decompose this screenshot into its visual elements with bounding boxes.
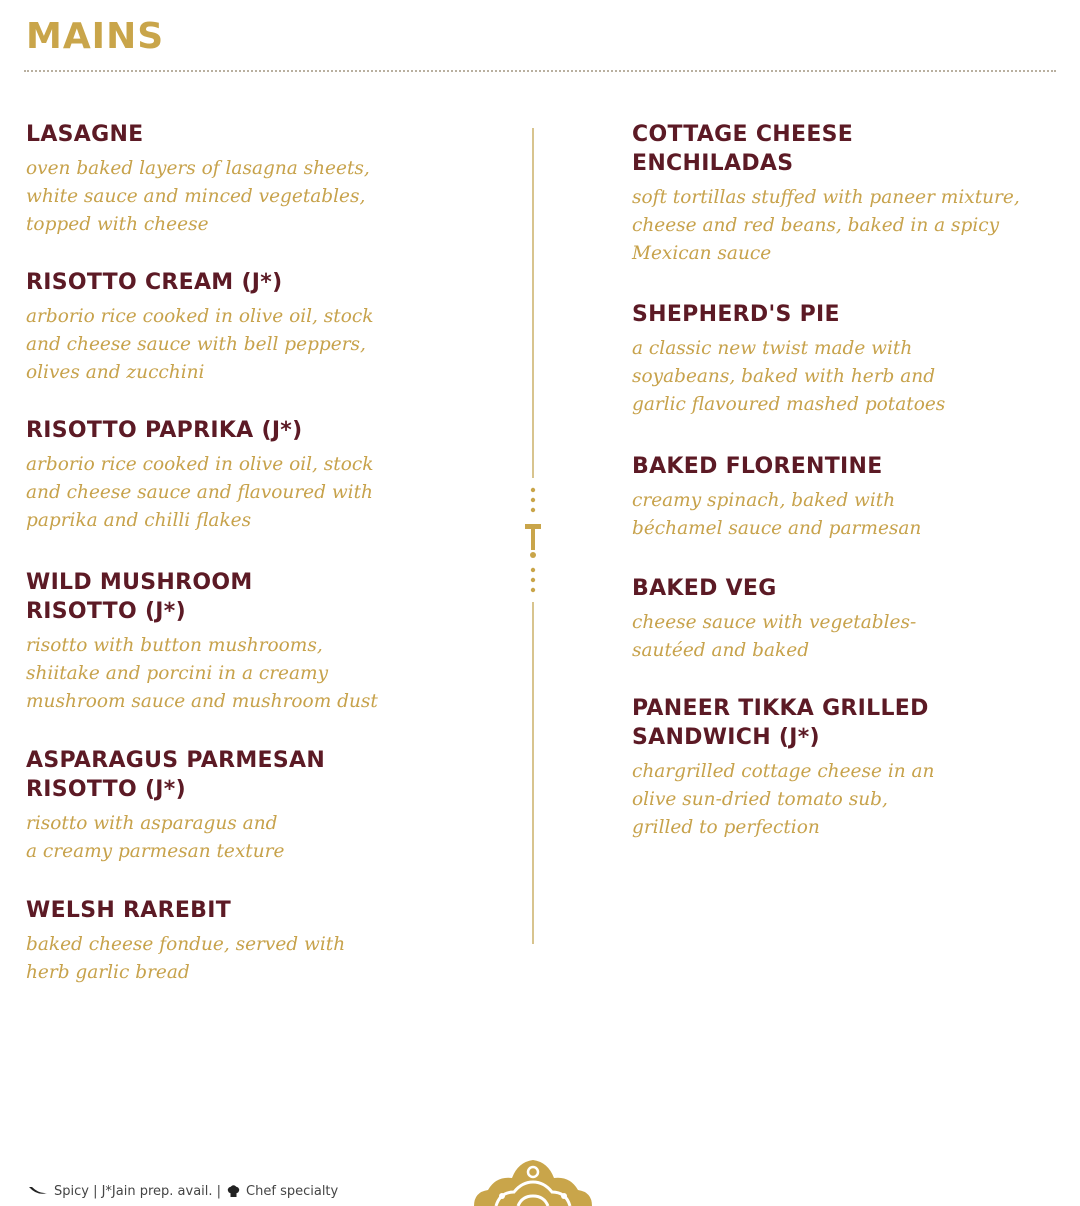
menu-item	[632, 574, 1052, 665]
menu-item-description: oven baked layers of lasagna sheets, white sauce and minced vegetables, topped with cheese	[26, 158, 370, 235]
menu-item	[26, 896, 486, 987]
menu-item	[26, 268, 486, 387]
menu-item-name: RISOTTO PAPRIKA (J*)	[26, 418, 303, 443]
menu-item-name: WELSH RAREBIT	[26, 898, 232, 923]
menu-item	[632, 300, 1052, 419]
column-divider	[524, 128, 542, 948]
menu-item-description: cheese sauce with vegetables- sautéed and baked	[632, 612, 917, 661]
menu-item-name: SHEPHERD'S PIE	[632, 302, 840, 327]
menu-item-description: a classic new twist made with soyabeans, baked with herb and garlic flavoured mashed potatoes	[632, 338, 946, 415]
legend-spicy-jain-label: Spicy | J*Jain prep. avail. |	[54, 1183, 222, 1199]
menu-item-name: BAKED VEG	[632, 576, 777, 601]
legend-chef-label: Chef specialty	[246, 1183, 339, 1199]
menu-item-name: LASAGNE	[26, 122, 144, 147]
menu-item-description: risotto with button mushrooms, shiitake and porcini in a creamy mushroom sauce and mushroom dust	[26, 635, 378, 712]
menu-item-name: COTTAGE CHEESE ENCHILADAS	[632, 122, 854, 176]
menu-item-description: arborio rice cooked in olive oil, stock and cheese sauce with bell peppers, olives and zucchini	[26, 306, 374, 383]
menu-item-name: WILD MUSHROOM RISOTTO (J*)	[26, 570, 253, 624]
menu-item	[632, 694, 1052, 842]
menu-item	[26, 746, 486, 866]
menu-item-description: baked cheese fondue, served with herb garlic bread	[26, 934, 346, 983]
menu-item	[632, 452, 1052, 543]
chilli-icon	[28, 1185, 48, 1197]
menu-item-description: soft tortillas stuffed with paneer mixture, cheese and red beans, baked in a spicy Mexican sauce	[632, 187, 1020, 264]
menu-item	[26, 416, 486, 535]
menu-item-name: RISOTTO CREAM (J*)	[26, 270, 283, 295]
menu-item-name: BAKED FLORENTINE	[632, 454, 883, 479]
legend	[28, 1180, 338, 1202]
title-divider	[24, 70, 1056, 72]
menu-item	[26, 120, 486, 239]
menu-item-name: PANEER TIKKA GRILLED SANDWICH (J*)	[632, 696, 929, 750]
menu-item	[26, 568, 486, 716]
menu-item	[632, 120, 1052, 268]
ornament-icon	[466, 1156, 600, 1206]
page-title: MAINS	[26, 16, 165, 57]
menu-item-description: arborio rice cooked in olive oil, stock and cheese sauce and flavoured with paprika and chilli flakes	[26, 454, 374, 531]
menu-item-description: chargrilled cottage cheese in an olive sun-dried tomato sub, grilled to perfection	[632, 761, 935, 838]
menu-item-description: creamy spinach, baked with béchamel sauce and parmesan	[632, 490, 922, 539]
menu-item-name: ASPARAGUS PARMESAN RISOTTO (J*)	[26, 748, 326, 802]
chef-hat-icon	[227, 1185, 240, 1198]
menu-item-description: risotto with asparagus and a creamy parmesan texture	[26, 813, 285, 862]
